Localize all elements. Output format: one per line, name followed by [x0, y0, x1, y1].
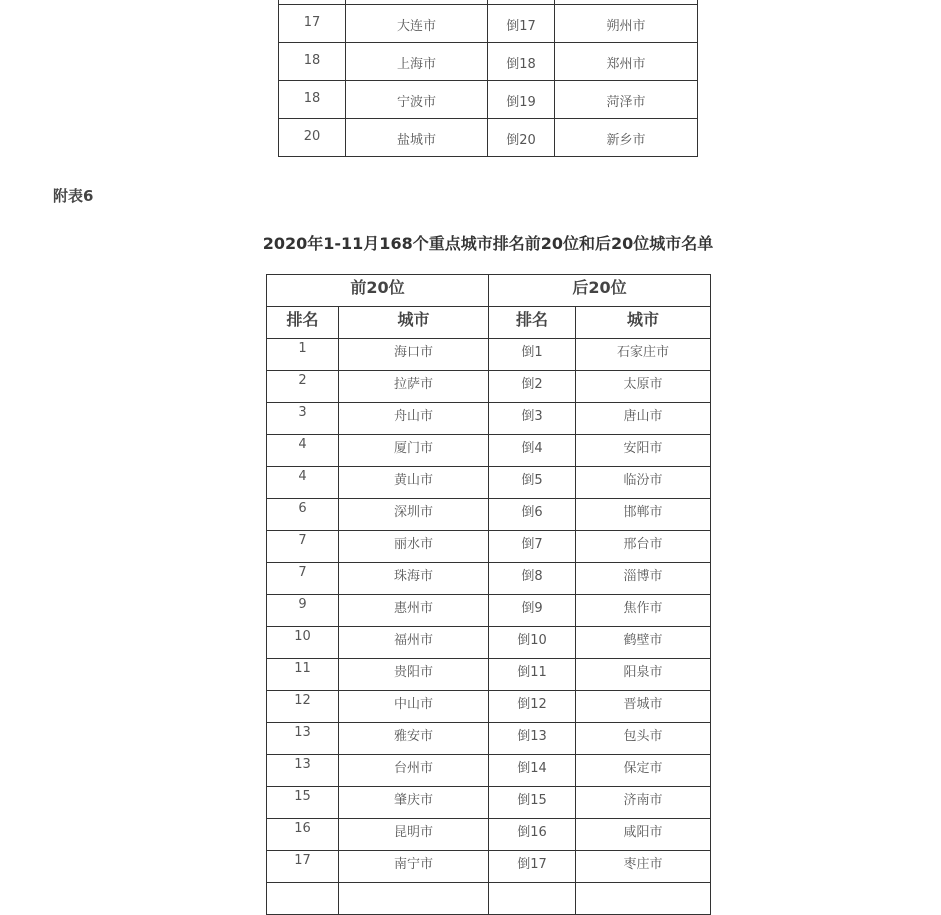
- reverse-city-cell: 焦作市: [576, 595, 711, 627]
- group-header-row: [267, 275, 711, 307]
- reverse-rank-cell: 倒1: [489, 339, 576, 371]
- reverse-city-cell: 鹤壁市: [576, 627, 711, 659]
- city-cell: 厦门市: [339, 435, 489, 467]
- reverse-rank-cell: 倒7: [489, 531, 576, 563]
- reverse-city-cell: 淄博市: [576, 563, 711, 595]
- ranking-table-continued: [278, 0, 698, 157]
- city-column-header: 城市: [339, 307, 489, 339]
- rank-cell: 4: [267, 467, 339, 499]
- ranking-table-body: [267, 275, 711, 915]
- table-row: [267, 371, 711, 403]
- table-row: [267, 819, 711, 851]
- city-cell: 大连市: [346, 5, 488, 43]
- city-cell: 惠州市: [339, 595, 489, 627]
- reverse-rank-column-header: 排名: [489, 307, 576, 339]
- table-row: [267, 883, 711, 915]
- ranking-table: [266, 274, 711, 915]
- rank-cell: 13: [267, 723, 339, 755]
- table-row: [279, 81, 698, 119]
- rank-column-header: 排名: [267, 307, 339, 339]
- reverse-city-cell: 邢台市: [576, 531, 711, 563]
- reverse-rank-cell: 倒12: [489, 691, 576, 723]
- table-row: [267, 403, 711, 435]
- reverse-city-cell: 晋城市: [576, 691, 711, 723]
- table-row: [279, 43, 698, 81]
- reverse-rank-cell: 倒2: [489, 371, 576, 403]
- reverse-rank-cell: 倒18: [488, 43, 555, 81]
- table-row: [267, 467, 711, 499]
- reverse-rank-cell: 倒14: [489, 755, 576, 787]
- rank-cell: [267, 883, 339, 915]
- rank-cell: 18: [279, 43, 346, 81]
- table-row: [267, 787, 711, 819]
- table-row: [267, 723, 711, 755]
- rank-cell: 17: [267, 851, 339, 883]
- reverse-city-cell: 枣庄市: [576, 851, 711, 883]
- appendix-label: 附表6: [53, 187, 94, 205]
- reverse-city-cell: 郑州市: [555, 43, 698, 81]
- table-row: [267, 563, 711, 595]
- rank-cell: 6: [267, 499, 339, 531]
- city-cell: 福州市: [339, 627, 489, 659]
- reverse-rank-cell: 倒8: [489, 563, 576, 595]
- reverse-city-column-header: 城市: [576, 307, 711, 339]
- rank-cell: 7: [267, 563, 339, 595]
- reverse-city-cell: 阳泉市: [576, 659, 711, 691]
- table-row: [267, 595, 711, 627]
- rank-cell: 15: [267, 787, 339, 819]
- rank-cell: 17: [279, 5, 346, 43]
- city-cell: 黄山市: [339, 467, 489, 499]
- reverse-rank-cell: 倒4: [489, 435, 576, 467]
- reverse-rank-cell: 倒16: [489, 819, 576, 851]
- city-cell: 中山市: [339, 691, 489, 723]
- city-cell: 肇庆市: [339, 787, 489, 819]
- reverse-city-cell: 咸阳市: [576, 819, 711, 851]
- table-row: [267, 659, 711, 691]
- ranking-table-continued-body: [279, 0, 698, 157]
- table-row: [279, 119, 698, 157]
- rank-cell: 3: [267, 403, 339, 435]
- reverse-city-cell: 新乡市: [555, 119, 698, 157]
- rank-cell: 20: [279, 119, 346, 157]
- reverse-rank-cell: 倒11: [489, 659, 576, 691]
- table-row: [267, 691, 711, 723]
- rank-cell: 13: [267, 755, 339, 787]
- rank-cell: 1: [267, 339, 339, 371]
- table-row: [267, 755, 711, 787]
- city-cell: 宁波市: [346, 81, 488, 119]
- reverse-city-cell: 包头市: [576, 723, 711, 755]
- rank-cell: 7: [267, 531, 339, 563]
- city-cell: 上海市: [346, 43, 488, 81]
- rank-cell: 2: [267, 371, 339, 403]
- column-header-row: [267, 307, 711, 339]
- table-row: [279, 5, 698, 43]
- reverse-city-cell: 太原市: [576, 371, 711, 403]
- rank-cell: 16: [267, 819, 339, 851]
- rank-cell: 9: [267, 595, 339, 627]
- city-cell: 拉萨市: [339, 371, 489, 403]
- reverse-rank-cell: 倒10: [489, 627, 576, 659]
- reverse-city-cell: 唐山市: [576, 403, 711, 435]
- top-20-header: 前20位: [267, 275, 489, 307]
- reverse-rank-cell: 倒13: [489, 723, 576, 755]
- table-row: [267, 499, 711, 531]
- city-cell: 珠海市: [339, 563, 489, 595]
- reverse-city-cell: 安阳市: [576, 435, 711, 467]
- reverse-city-cell: 菏泽市: [555, 81, 698, 119]
- reverse-city-cell: 保定市: [576, 755, 711, 787]
- rank-cell: 11: [267, 659, 339, 691]
- city-cell: 丽水市: [339, 531, 489, 563]
- reverse-rank-cell: 倒9: [489, 595, 576, 627]
- city-cell: 海口市: [339, 339, 489, 371]
- city-cell: 雅安市: [339, 723, 489, 755]
- city-cell: 舟山市: [339, 403, 489, 435]
- reverse-rank-cell: 倒19: [488, 81, 555, 119]
- table-row: [267, 531, 711, 563]
- reverse-city-cell: 济南市: [576, 787, 711, 819]
- city-cell: 南宁市: [339, 851, 489, 883]
- table-row: [267, 851, 711, 883]
- reverse-rank-cell: 倒17: [488, 5, 555, 43]
- reverse-city-cell: 临汾市: [576, 467, 711, 499]
- city-cell: 盐城市: [346, 119, 488, 157]
- table-title: 2020年1-11月168个重点城市排名前20位和后20位城市名单: [262, 234, 714, 253]
- reverse-rank-cell: [489, 883, 576, 915]
- table-row: [267, 339, 711, 371]
- reverse-city-cell: 朔州市: [555, 5, 698, 43]
- reverse-city-cell: 邯郸市: [576, 499, 711, 531]
- reverse-rank-cell: 倒3: [489, 403, 576, 435]
- rank-cell: 18: [279, 81, 346, 119]
- table-row: [267, 435, 711, 467]
- reverse-rank-cell: 倒17: [489, 851, 576, 883]
- city-cell: 深圳市: [339, 499, 489, 531]
- bottom-20-header: 后20位: [489, 275, 711, 307]
- reverse-rank-cell: 倒20: [488, 119, 555, 157]
- rank-cell: 10: [267, 627, 339, 659]
- rank-cell: 4: [267, 435, 339, 467]
- reverse-rank-cell: 倒6: [489, 499, 576, 531]
- reverse-city-cell: 石家庄市: [576, 339, 711, 371]
- city-cell: [339, 883, 489, 915]
- reverse-rank-cell: 倒15: [489, 787, 576, 819]
- city-cell: 昆明市: [339, 819, 489, 851]
- reverse-rank-cell: 倒5: [489, 467, 576, 499]
- rank-cell: 12: [267, 691, 339, 723]
- reverse-city-cell: [576, 883, 711, 915]
- table-row: [267, 627, 711, 659]
- city-cell: 贵阳市: [339, 659, 489, 691]
- city-cell: 台州市: [339, 755, 489, 787]
